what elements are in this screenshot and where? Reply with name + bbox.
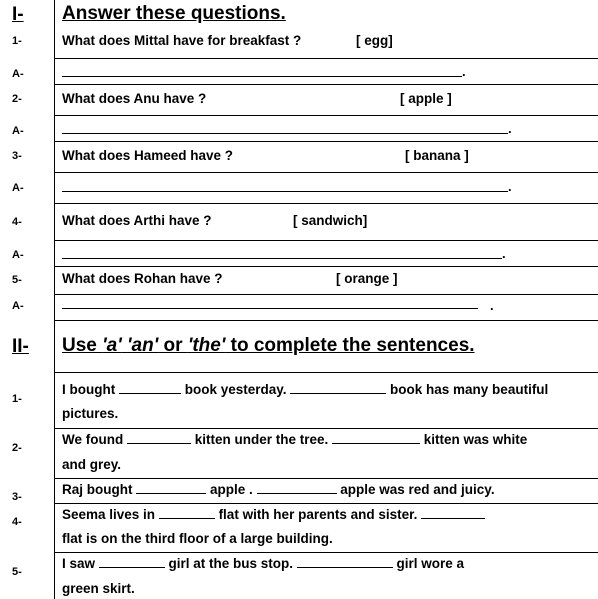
blank[interactable] (99, 557, 165, 568)
row-divider (54, 294, 598, 295)
question-3-number: 3- (12, 150, 22, 162)
row-divider (54, 478, 598, 479)
blank[interactable] (290, 383, 386, 394)
question-1-number: 1- (12, 35, 22, 47)
question-5-hint: [ orange ] (336, 271, 398, 286)
blank[interactable] (127, 433, 191, 444)
item-2-line-2: and grey. (62, 457, 122, 472)
question-4-text: What does Arthi have ? (62, 213, 212, 228)
blank[interactable] (136, 483, 206, 494)
answer-5-line[interactable] (62, 308, 478, 309)
row-divider (54, 503, 598, 504)
item-2-line-1: We found kitten under the tree. kitten was white (62, 432, 528, 447)
section-2-numeral: II- (12, 336, 29, 357)
blank[interactable] (257, 483, 337, 494)
answer-5-label: A- (12, 300, 24, 312)
answer-3-line[interactable] (62, 191, 508, 192)
row-divider (54, 172, 598, 173)
item-1-line-2: pictures. (62, 406, 119, 421)
blank[interactable] (332, 433, 420, 444)
row-divider (54, 203, 598, 204)
blank[interactable] (297, 557, 393, 568)
answer-4-label: A- (12, 249, 24, 261)
item-5-number: 5- (12, 566, 22, 578)
item-3-number: 3- (12, 491, 22, 503)
question-1-text: What does Mittal have for breakfast ? (62, 33, 302, 48)
section-2-title: Use 'a' 'an' or 'the' to complete the sentences. (62, 335, 475, 356)
answer-4-line[interactable] (62, 258, 502, 259)
row-divider (54, 84, 598, 85)
item-5-line-1: I saw girl at the bus stop. girl wore a (62, 556, 465, 571)
item-1-line-1: I bought book yesterday. book has many beautiful (62, 382, 549, 397)
blank[interactable] (159, 508, 215, 519)
row-divider (54, 428, 598, 429)
answer-2-line[interactable] (62, 133, 508, 134)
row-divider (54, 266, 598, 267)
row-divider (54, 552, 598, 553)
question-1-hint: [ egg] (356, 33, 393, 48)
row-divider (54, 58, 598, 59)
margin-line (54, 0, 55, 599)
section-1-title: Answer these questions. (62, 3, 286, 24)
section-1-numeral: I- (12, 4, 24, 25)
item-4-line-2: flat is on the third floor of a large building. (62, 531, 333, 546)
row-divider (54, 320, 598, 321)
question-5-number: 5- (12, 274, 22, 286)
question-3-hint: [ banana ] (405, 148, 469, 163)
answer-1-line[interactable] (62, 76, 462, 77)
row-divider (54, 141, 598, 142)
question-2-number: 2- (12, 93, 22, 105)
question-2-text: What does Anu have ? (62, 91, 207, 106)
item-5-line-2: green skirt. (62, 581, 135, 596)
question-5-text: What does Rohan have ? (62, 271, 223, 286)
row-divider (54, 240, 598, 241)
item-4-line-1: Seema lives in flat with her parents and sister. (62, 507, 485, 522)
item-2-number: 2- (12, 442, 22, 454)
item-3-line-1: Raj bought apple . apple was red and juicy. (62, 482, 495, 497)
answer-3-label: A- (12, 182, 24, 194)
answer-2-label: A- (12, 125, 24, 137)
row-divider (54, 115, 598, 116)
item-4-number: 4- (12, 516, 22, 528)
blank[interactable] (421, 508, 485, 519)
question-4-number: 4- (12, 216, 22, 228)
row-divider (54, 372, 598, 373)
item-1-number: 1- (12, 393, 22, 405)
blank[interactable] (119, 383, 181, 394)
question-3-text: What does Hameed have ? (62, 148, 234, 163)
question-2-hint: [ apple ] (400, 91, 452, 106)
question-4-hint: [ sandwich] (293, 213, 368, 228)
answer-1-label: A- (12, 68, 24, 80)
